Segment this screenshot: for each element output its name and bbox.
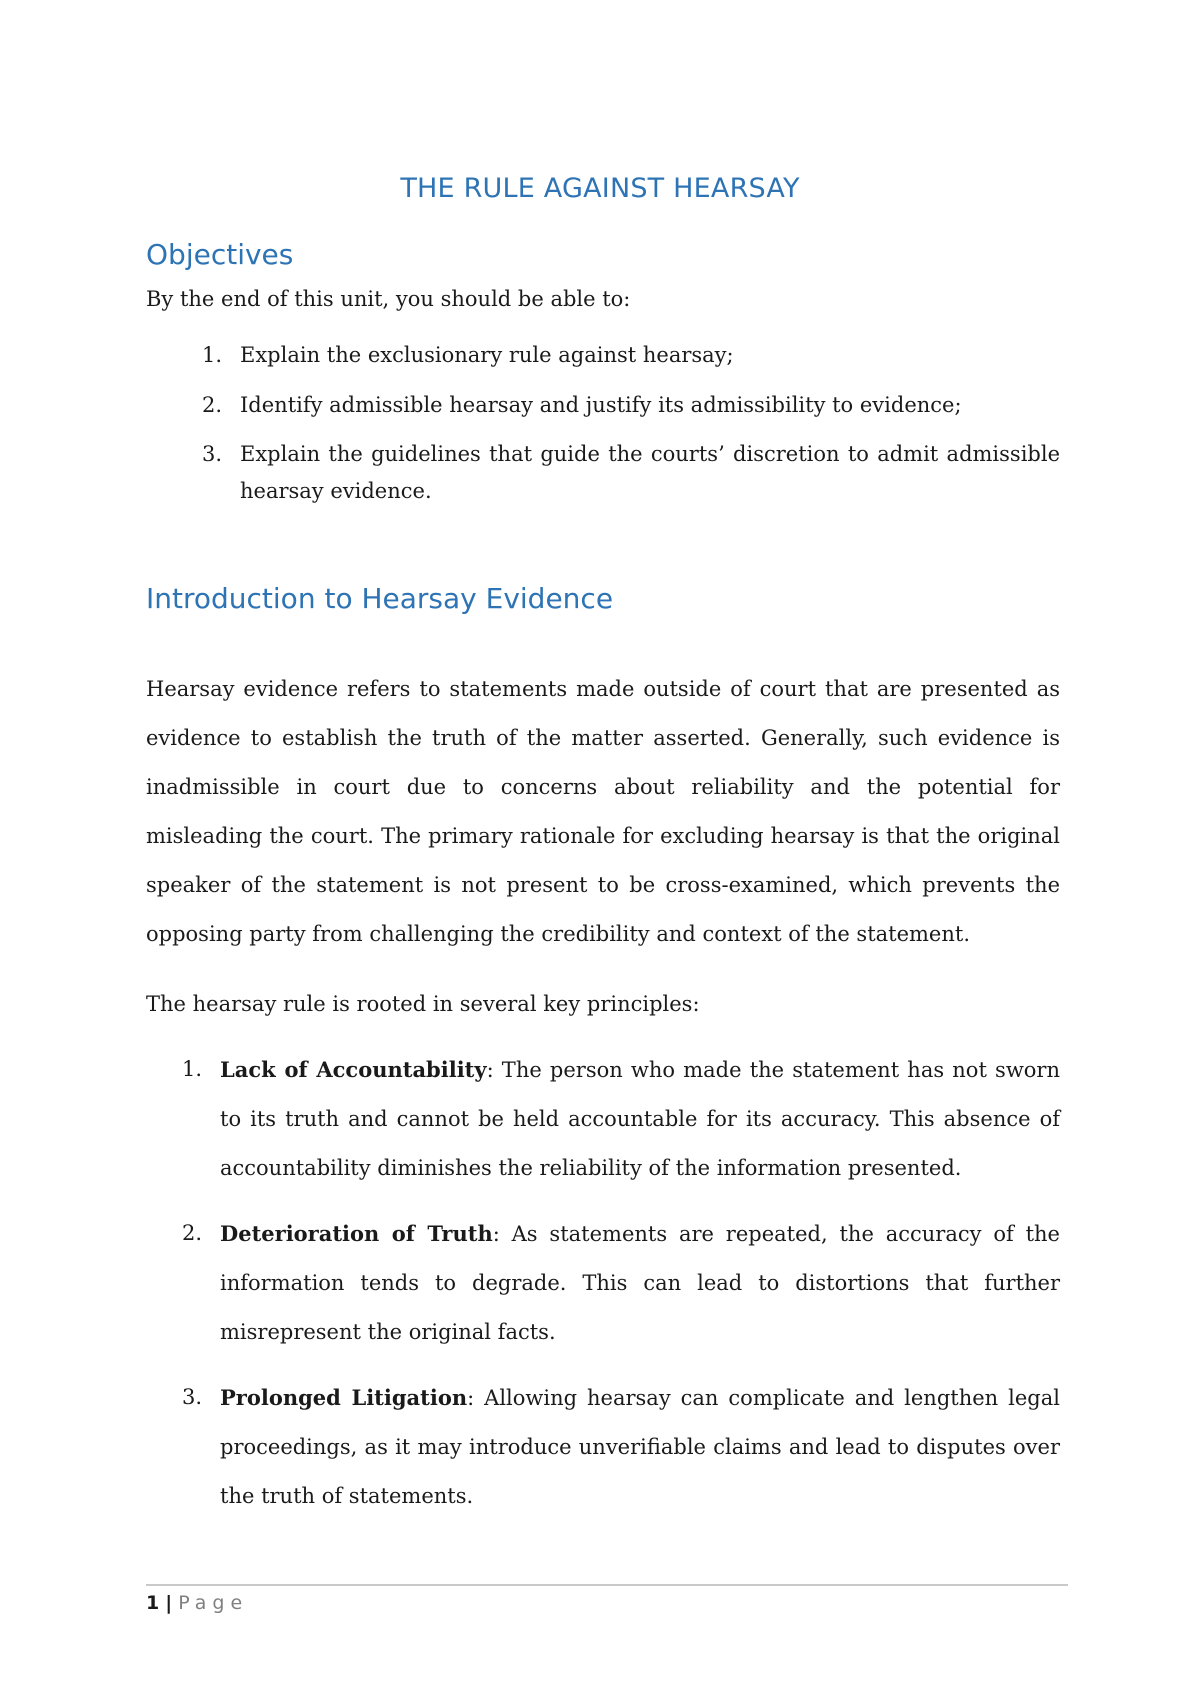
principle-text: : The person who made the statement has not sworn to its truth and cannot be held accountable for its accuracy. This absence of accountability diminishes the reliability of the information presented. bbox=[220, 1058, 1060, 1180]
principle-text: : As statements are repeated, the accuracy of the information tends to degrade. This can lead to distortions that further misrepresent the original facts. bbox=[220, 1222, 1060, 1344]
list-item-number: 1. bbox=[182, 1057, 203, 1081]
principle-term: Prolonged Litigation bbox=[220, 1385, 468, 1410]
list-item-text: Explain the exclusionary rule against hearsay; bbox=[240, 343, 734, 367]
list-item bbox=[146, 1373, 1060, 1521]
list-item-number: 3. bbox=[182, 1385, 203, 1409]
list-item bbox=[146, 336, 1060, 374]
list-item-number: 1. bbox=[202, 343, 223, 367]
objectives-intro: By the end of this unit, you should be able to: bbox=[146, 287, 631, 311]
list-item bbox=[146, 1209, 1060, 1357]
objectives-list bbox=[146, 336, 1060, 522]
principle-term: Deterioration of Truth bbox=[220, 1221, 493, 1246]
principles-list bbox=[146, 1045, 1060, 1537]
document-title: THE RULE AGAINST HEARSAY bbox=[400, 173, 800, 204]
footer-divider bbox=[146, 1584, 1068, 1586]
objectives-heading: Objectives bbox=[146, 238, 294, 271]
principle-text: : Allowing hearsay can complicate and lengthen legal proceedings, as it may introduce unverifiable claims and lead to disputes over the truth of statements. bbox=[220, 1386, 1060, 1508]
introduction-heading: Introduction to Hearsay Evidence bbox=[146, 582, 614, 615]
introduction-paragraph: Hearsay evidence refers to statements made outside of court that are presented as evidence to establish the truth of the matter asserted. Generally, such evidence is inadmissible in court due to concerns about reliability and the potential for misleading the court. The primary rationale for excluding hearsay is that the original speaker of the statement is not present to be cross-examined, which prevents the opposing party from challenging the credibility and context of the statement. bbox=[146, 677, 1060, 946]
list-item-number: 2. bbox=[182, 1221, 203, 1245]
page-footer bbox=[146, 1592, 248, 1614]
list-item-text: Identify admissible hearsay and justify its admissibility to evidence; bbox=[240, 393, 962, 417]
list-item bbox=[146, 1045, 1060, 1193]
list-item-number: 3. bbox=[202, 442, 223, 466]
list-item-text: Explain the guidelines that guide the courts’ discretion to admit admissible hearsay evidence. bbox=[240, 442, 1060, 503]
footer-separator: | bbox=[165, 1592, 173, 1614]
page-label: Page bbox=[178, 1592, 249, 1614]
page-number: 1 bbox=[146, 1592, 160, 1614]
principle-term: Lack of Accountability bbox=[220, 1057, 487, 1082]
principles-intro: The hearsay rule is rooted in several key principles: bbox=[146, 992, 700, 1016]
list-item bbox=[146, 386, 1060, 424]
list-item-number: 2. bbox=[202, 393, 223, 417]
list-item bbox=[146, 436, 1060, 510]
